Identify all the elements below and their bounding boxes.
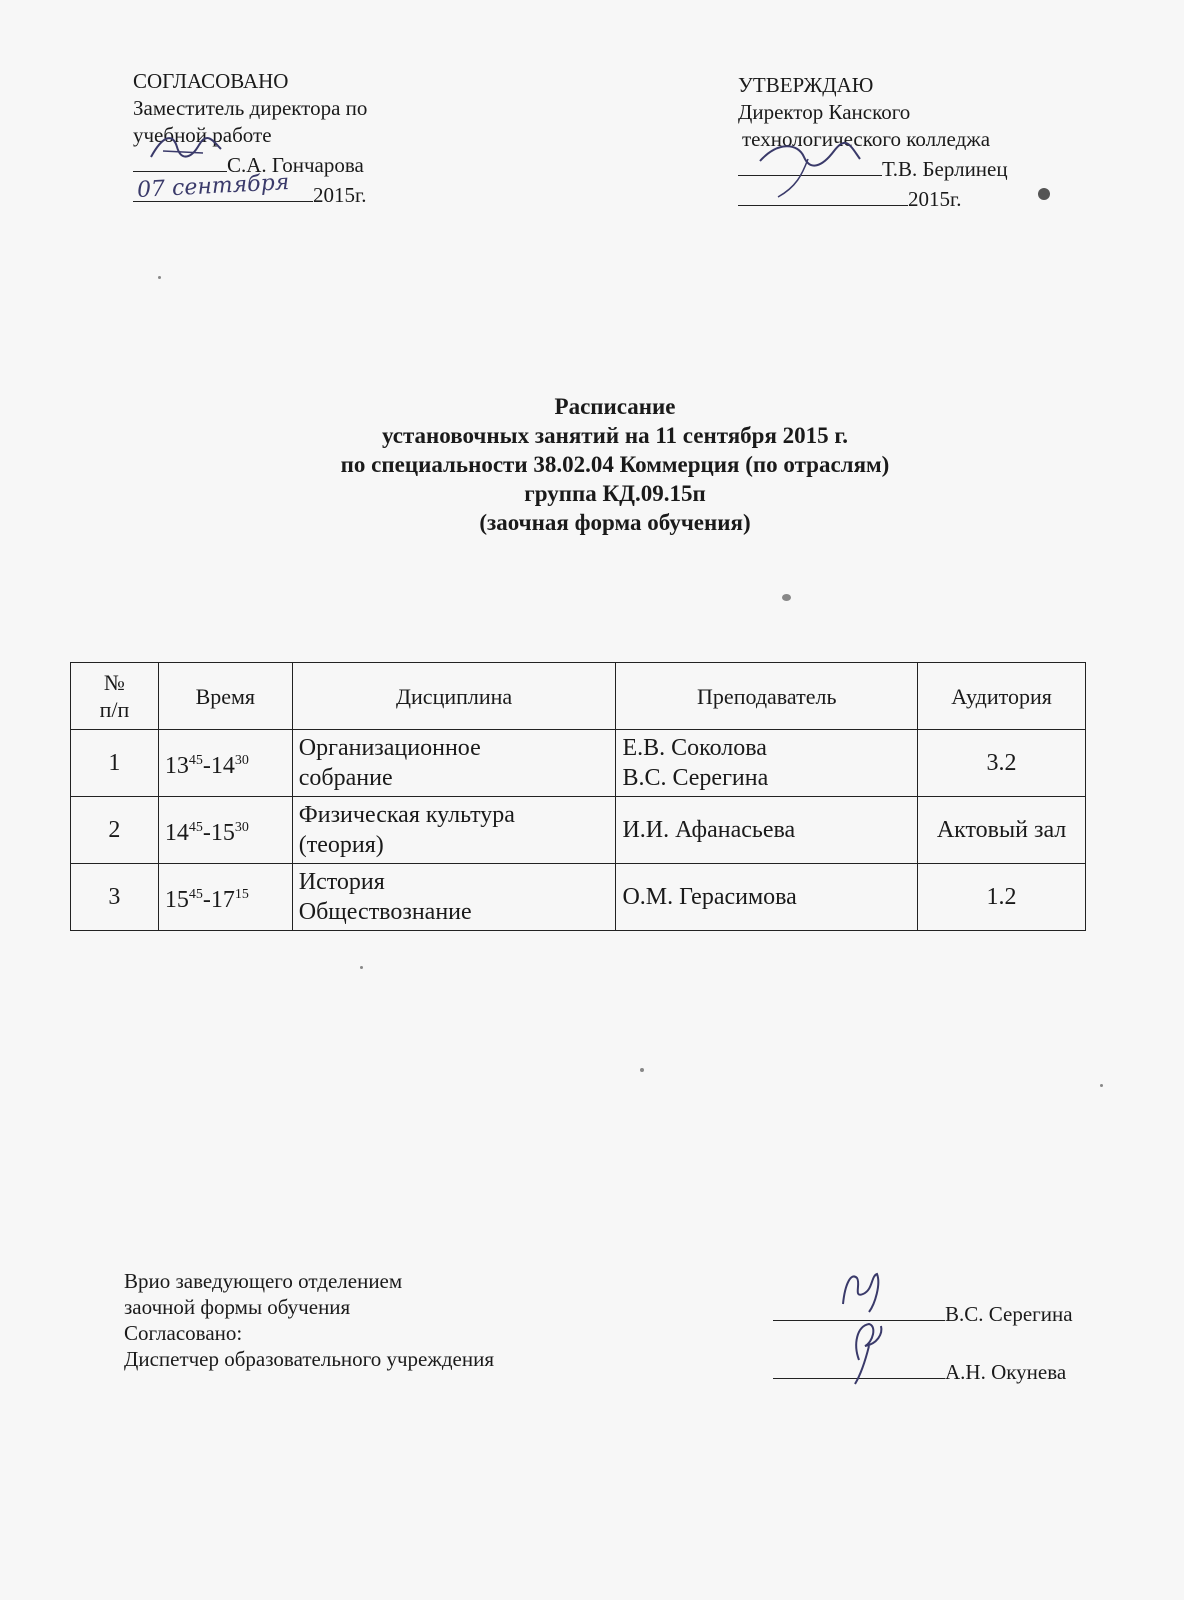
row-discipline: История Обществознание xyxy=(292,864,616,931)
scan-speck xyxy=(640,1068,644,1072)
agreed-signature-line xyxy=(133,149,227,172)
scan-speck xyxy=(360,966,363,969)
approved-heading: УТВЕРЖДАЮ xyxy=(738,73,874,97)
title-line3: по специальности 38.02.04 Коммерция (по отраслям) xyxy=(340,452,890,477)
row-discipline: Организационное собрание xyxy=(292,730,616,797)
footer-line2: заочной формы обучения xyxy=(124,1295,351,1319)
agreed-position-line1: Заместитель директора по xyxy=(133,96,368,120)
row-time: $13^{45}-14^{30}$ xyxy=(158,730,292,797)
scan-speck xyxy=(782,594,791,601)
table-row xyxy=(71,864,1086,931)
row-num: 1 xyxy=(71,730,159,797)
signature-scribble-icon xyxy=(773,1264,945,1314)
row-time: $14^{45}-15^{30}$ xyxy=(158,797,292,864)
agreed-block xyxy=(133,68,367,209)
table-row xyxy=(71,730,1086,797)
row-teacher: И.И. Афанасьева xyxy=(616,797,918,864)
row-num: 3 xyxy=(71,864,159,931)
footer-signature-2 xyxy=(773,1356,1066,1385)
row-room: 3.2 xyxy=(918,730,1086,797)
title-line4: группа КД.09.15п xyxy=(524,481,706,506)
scan-speck xyxy=(158,276,161,279)
footer-line4: Диспетчер образовательного учреждения xyxy=(124,1347,495,1371)
schedule-table xyxy=(70,662,1086,931)
row-discipline: Физическая культура (теория) xyxy=(292,797,616,864)
title-line1: Расписание xyxy=(554,394,676,419)
row-teacher: О.М. Герасимова xyxy=(616,864,918,931)
row-room: 1.2 xyxy=(918,864,1086,931)
approved-block xyxy=(738,72,1008,213)
signature-scribble-icon xyxy=(773,1316,945,1386)
row-room: Актовый зал xyxy=(918,797,1086,864)
footer-line1: Врио заведующего отделением xyxy=(124,1269,403,1293)
row-teacher: Е.В. Соколова В.С. Серегина xyxy=(616,730,918,797)
header-discipline: Дисциплина xyxy=(292,663,616,730)
header-teacher: Преподаватель xyxy=(616,663,918,730)
document-title xyxy=(0,392,1184,537)
approved-position-line2: технологического колледжа xyxy=(742,127,991,151)
title-line5: (заочная форма обучения) xyxy=(479,510,751,535)
approved-signature-line xyxy=(738,153,882,176)
scan-speck xyxy=(1100,1084,1103,1087)
approved-name: Т.В. Берлинец xyxy=(882,157,1008,181)
table-header-row xyxy=(71,663,1086,730)
agreed-name: С.А. Гончарова xyxy=(227,153,364,177)
agreed-heading: СОГЛАСОВАНО xyxy=(133,69,289,93)
header-room: Аудитория xyxy=(918,663,1086,730)
agreed-year: 2015г. xyxy=(313,183,367,207)
header-num: № п/п xyxy=(71,663,159,730)
agreed-date-handwritten: 07 сентября xyxy=(136,170,290,203)
agreed-position-line2: учебной работе xyxy=(133,123,272,147)
footer-line3: Согласовано: xyxy=(124,1321,243,1345)
approved-position-line1: Директор Канского xyxy=(738,100,911,124)
footer-sig1-name: В.С. Серегина xyxy=(945,1302,1073,1326)
scan-speck xyxy=(1038,188,1050,200)
footer-sig2-name: А.Н. Окунева xyxy=(945,1360,1067,1384)
signature-scribble-icon xyxy=(133,127,227,167)
approved-year: 2015г. xyxy=(908,187,962,211)
header-time: Время xyxy=(158,663,292,730)
table-row xyxy=(71,797,1086,864)
title-line2: установочных занятий на 11 сентября 2015 г. xyxy=(381,423,849,448)
footer-block xyxy=(124,1268,494,1372)
approved-date-line xyxy=(738,183,908,206)
footer-signature-line-2 xyxy=(773,1356,945,1379)
row-num: 2 xyxy=(71,797,159,864)
agreed-date-line xyxy=(133,170,313,203)
row-time: $15^{45}-17^{15}$ xyxy=(158,864,292,931)
